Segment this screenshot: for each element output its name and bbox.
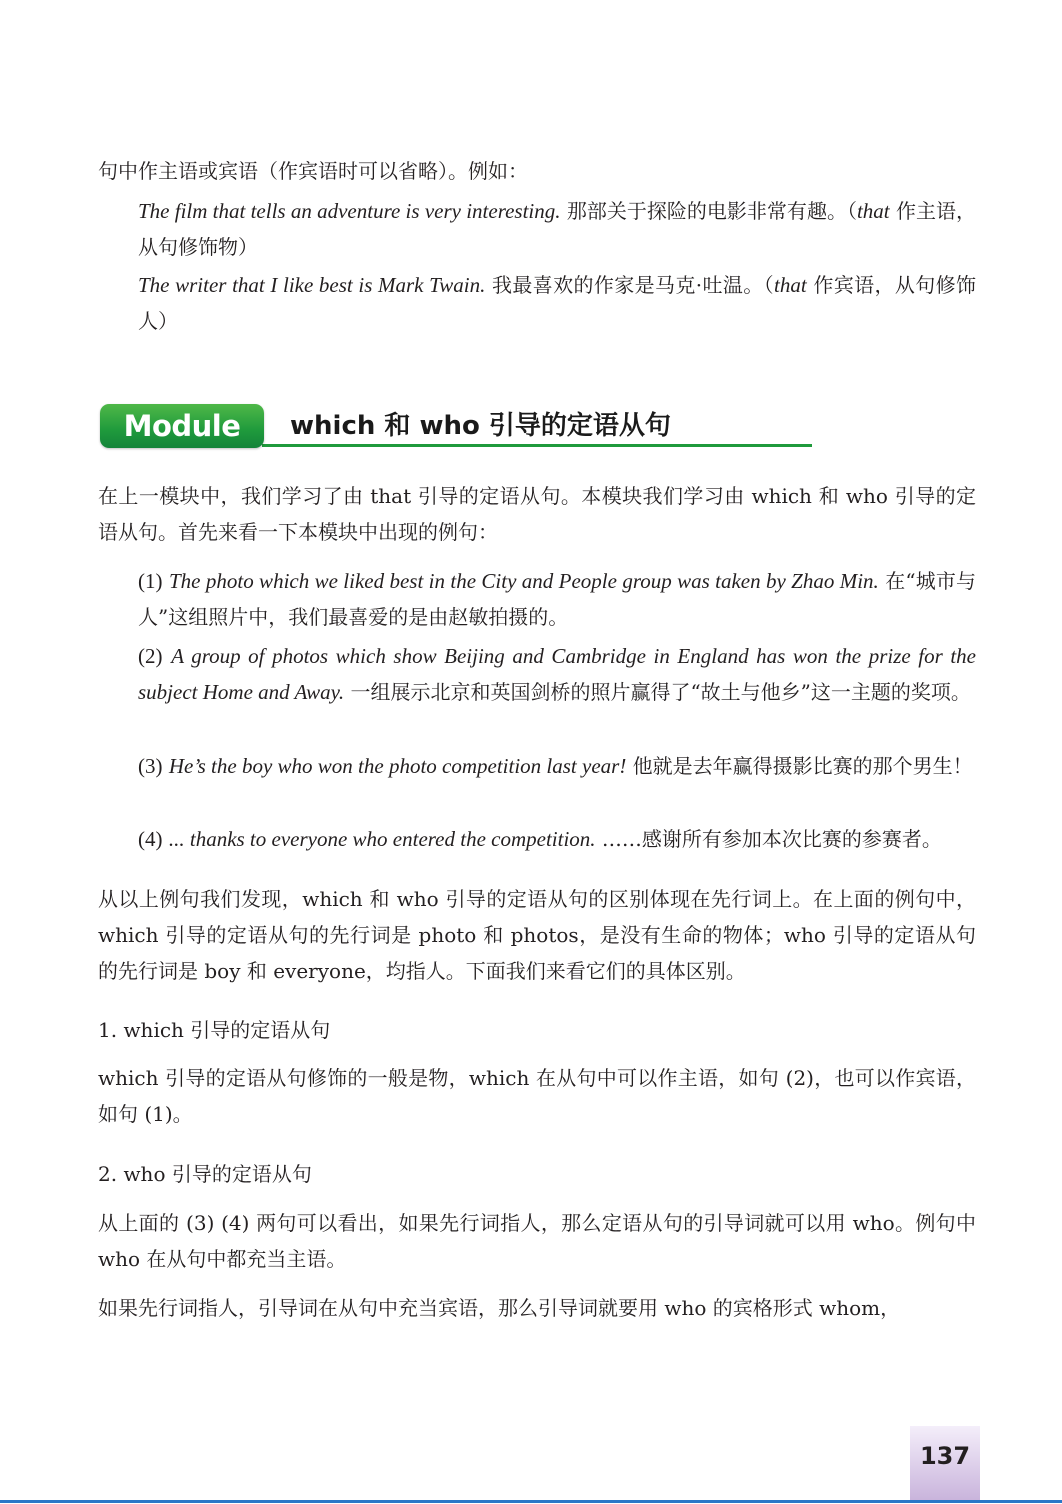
example-1-en: The film that tells an adventure is very interesting. [138, 199, 561, 223]
sentence-3-cn: 他就是去年赢得摄影比赛的那个男生！ [626, 754, 973, 778]
example-2 [138, 267, 976, 339]
example-1-cn2: 作主语，从句修饰物） [138, 199, 977, 259]
section-1-body: which 引导的定语从句修饰的一般是物，which 在从句中可以作主语，如句 (2)，也可以作宾语，如句 (1)。 [98, 1066, 976, 1126]
sentence-2-cn: 一组展示北京和英国剑桥的照片赢得了“故土与他乡”这一主题的奖项。 [344, 680, 971, 704]
sentence-1-number: (1) [138, 569, 163, 593]
example-2-cn: 我最喜欢的作家是马克·吐温。（ [485, 273, 774, 297]
sentence-4-en: ... thanks to everyone who entered the competition. [168, 827, 596, 851]
section-2-body-2: 如果先行词指人，引导词在从句中充当宾语，那么引导词就要用 who 的宾格形式 whom， [98, 1296, 901, 1320]
paragraph-2: 从以上例句我们发现，which 和 who 引导的定语从句的区别体现在先行词上。在上面的例句中，which 引导的定语从句的先行词是 photo 和 photos，是没有生命的物体；who 引导的定语从句的先行词是 boy 和 everyone，均指人。下面我们来看它们的具体区别。 [98, 887, 976, 983]
sentence-2-en: A group of photos which show Beijing and Cambridge in England has won the prize for the subject Home and Away. [138, 644, 977, 704]
sentence-1 [138, 563, 976, 635]
example-1-en2: that [856, 199, 890, 223]
sentence-3-en: He’s the boy who won the photo competition last year! [168, 754, 627, 778]
example-1 [138, 193, 976, 265]
module-title-underline [262, 444, 812, 447]
example-2-cn2: 作宾语，从句修饰人） [138, 273, 977, 333]
page-number: 137 [919, 1442, 971, 1470]
intro-line: 句中作主语或宾语（作宾语时可以省略）。例如： [98, 159, 528, 183]
sentence-4-number: (4) [138, 827, 163, 851]
sentence-1-cn: 在“城市与人”这组照片中，我们最喜爱的是由赵敏拍摄的。 [138, 569, 976, 629]
sentence-4-cn: ……感谢所有参加本次比赛的参赛者。 [595, 827, 942, 851]
example-1-cn: 那部关于探险的电影非常有趣。（ [560, 199, 857, 223]
sentence-1-en: The photo which we liked best in the City and People group was taken by Zhao Min. [168, 569, 879, 593]
section-1-heading: 1. which 引导的定语从句 [98, 1018, 331, 1042]
sentence-2-number: (2) [138, 644, 163, 668]
sentence-4 [138, 821, 976, 857]
example-2-en: The writer that I like best is Mark Twain. [138, 273, 486, 297]
example-2-en2: that [774, 273, 807, 297]
module-badge: Module 11 [100, 404, 264, 448]
section-2-body: 从上面的 (3) (4) 两句可以看出，如果先行词指人，那么定语从句的引导词就可以用 who。例句中 who 在从句中都充当主语。 [98, 1211, 976, 1271]
paragraph-1: 在上一模块中，我们学习了由 that 引导的定语从句。本模块我们学习由 which 和 who 引导的定语从句。首先来看一下本模块中出现的例句： [98, 484, 976, 544]
sentence-3-number: (3) [138, 754, 163, 778]
bottom-rule [0, 1500, 1062, 1503]
section-2-heading: 2. who 引导的定语从句 [98, 1162, 312, 1186]
sentence-2 [138, 638, 976, 710]
module-title: which 和 who 引导的定语从句 [290, 411, 671, 441]
sentence-3 [138, 748, 976, 784]
